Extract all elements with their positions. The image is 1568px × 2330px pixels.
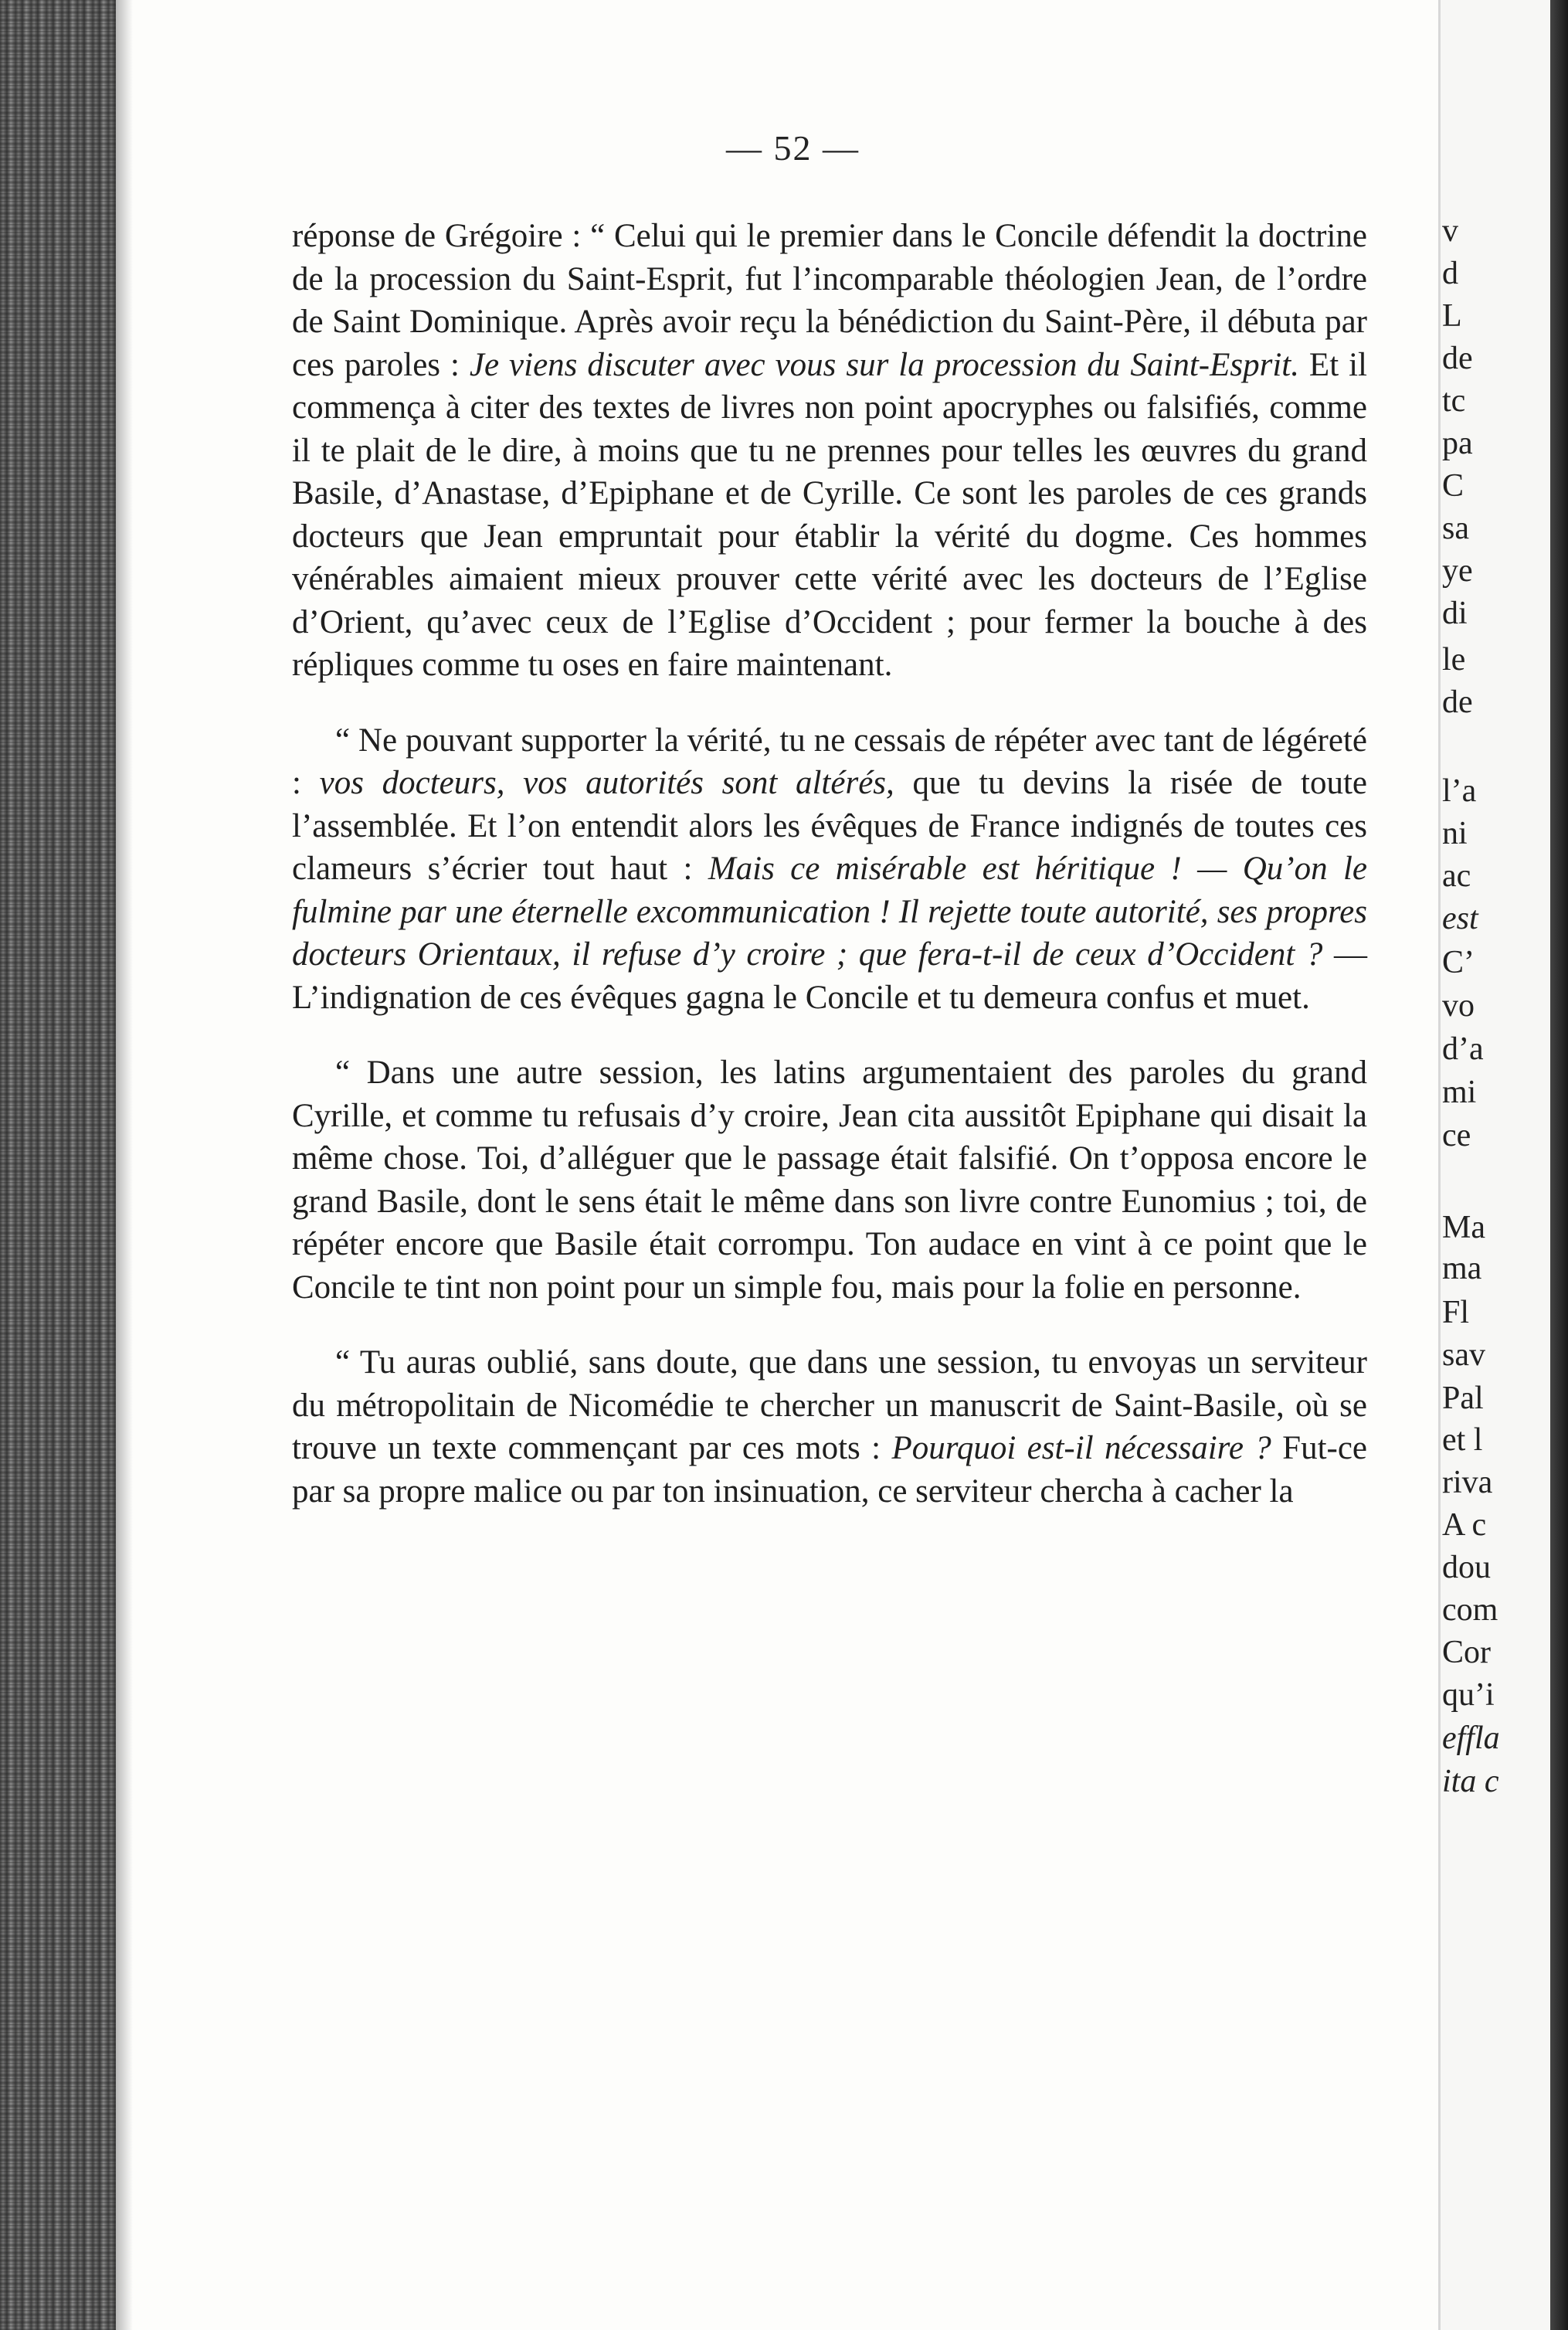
facing-page-fragment: vo bbox=[1442, 988, 1475, 1024]
facing-page-fragment: com bbox=[1442, 1592, 1498, 1628]
facing-page-fragment: l’a bbox=[1442, 773, 1477, 809]
facing-page-fragment: d’a bbox=[1442, 1031, 1484, 1067]
italic-quote: Je viens discuter avec vous sur la procession du Saint-Esprit. bbox=[469, 346, 1299, 383]
text-run: “ Tu auras oublié, sans doute, que dans une session, tu envoyas un serviteur du métropolitain de Nicomédie te chercher un manuscrit de Saint-Basile, où se trouve un texte commençant par ces mots : bbox=[292, 1344, 1367, 1466]
facing-page-fragment: riva bbox=[1442, 1465, 1493, 1500]
facing-page-fragment: C’ bbox=[1442, 945, 1475, 980]
facing-page-strip bbox=[1438, 0, 1568, 2330]
facing-page-fragment: C bbox=[1442, 468, 1464, 504]
facing-page-fragment: Cor bbox=[1442, 1635, 1491, 1670]
facing-page-fragment: mi bbox=[1442, 1075, 1477, 1110]
facing-page-fragment: effla bbox=[1442, 1720, 1500, 1756]
facing-page-fragment: dou bbox=[1442, 1550, 1491, 1585]
facing-page-fragment: de bbox=[1442, 341, 1473, 376]
text-run: “ Dans une autre session, les latins argumentaient des paroles du grand Cyrille, et comme tu refusais d’y croire, Jean cita aussitôt Epiphane qui disait la même chose. Toi, d’alléguer que le passage était falsifié. On t’opposa encore le grand Basile, dont le sens était le même dans son livre contre Eunomius ; toi, de répéter encore que Basile était corrompu. Ton audace en vint à ce point que le Concile te tint non point pour un simple fou, mais pour la folie en personne. bbox=[292, 1055, 1367, 1306]
paragraph bbox=[292, 1341, 1367, 1513]
facing-page-fragment: Pal bbox=[1442, 1381, 1484, 1416]
paragraph bbox=[292, 215, 1367, 687]
facing-page-fragment: ita c bbox=[1442, 1764, 1499, 1799]
facing-page-fragment: sa bbox=[1442, 511, 1469, 546]
italic-quote: Pourquoi est-il nécessaire ? bbox=[891, 1430, 1271, 1466]
text-run: Fut-ce par sa propre malice ou par ton insinuation, ce serviteur chercha à cacher la bbox=[292, 1430, 1368, 1510]
page-number: — 52 — bbox=[726, 128, 860, 168]
facing-page-fragment: de bbox=[1442, 684, 1473, 720]
text-run: réponse de Grégoire : “ Celui qui le premier dans le Concile défendit la doctrine de la procession du Saint-Esprit, fut l’incomparable théologien Jean, de l’ordre de Saint Dominique. Après avoir reçu la bénédiction du Saint-Père, il débuta par ces paroles : bbox=[292, 218, 1367, 383]
book-binding-edge bbox=[0, 0, 116, 2330]
paragraph bbox=[292, 719, 1367, 1020]
facing-page-fragment: ni bbox=[1442, 816, 1468, 851]
text-run: “ Ne pouvant supporter la vérité, tu ne cessais de répéter avec tant de légéreté : bbox=[292, 722, 1367, 801]
facing-page-fragment: Fl bbox=[1442, 1295, 1470, 1330]
italic-quote: vos docteurs, vos autorités sont altérés, bbox=[319, 765, 894, 801]
main-text-block bbox=[292, 215, 1367, 1545]
facing-page-fragment: ma bbox=[1442, 1251, 1482, 1286]
facing-page-fragment: pa bbox=[1442, 426, 1473, 461]
facing-page-fragment: A c bbox=[1442, 1507, 1487, 1543]
text-run: que tu devins la risée de toute l’assemblée. Et l’on entendit alors les évêques de France indignés de toutes ces clameurs s’écrier tout haut : bbox=[292, 765, 1367, 887]
facing-page-fragment: et l bbox=[1442, 1422, 1483, 1458]
facing-page-fragment: L bbox=[1442, 298, 1462, 334]
facing-page-fragment: le bbox=[1442, 642, 1466, 678]
binding-shadow bbox=[116, 0, 133, 2330]
facing-page-fragment: Ma bbox=[1442, 1210, 1485, 1245]
paragraph bbox=[292, 1051, 1367, 1309]
facing-page-edge bbox=[1550, 0, 1568, 2330]
facing-page-fragment: di bbox=[1442, 596, 1468, 631]
text-run: — L’indignation de ces évêques gagna le Concile et tu demeura confus et muet. bbox=[292, 936, 1368, 1016]
facing-page-fragment: ye bbox=[1442, 553, 1473, 589]
facing-page-fragment: ce bbox=[1442, 1118, 1471, 1153]
facing-page-fragment: ac bbox=[1442, 858, 1471, 894]
facing-page-fragment: sav bbox=[1442, 1337, 1485, 1373]
facing-page-fragment: qu’i bbox=[1442, 1677, 1495, 1713]
text-run: Et il commença à citer des textes de livres non point apocryphes ou falsifiés, comme il te plait de le dire, à moins que tu ne prennes pour telles les œuvres du grand Basile, d’Anastase, d’Epiphane et de Cyrille. Ce sont les paroles de ces grands docteurs que Jean empruntait pour établir la vérité du dogme. Ces hommes vénérables aimaient mieux prouver cette vérité avec les docteurs de l’Eglise d’Orient, qu’avec ceux de l’Eglise d’Occident ; pour fermer la bouche à des répliques comme tu oses en faire maintenant. bbox=[292, 346, 1368, 683]
facing-page-fragment: tc bbox=[1442, 383, 1466, 419]
facing-page-fragment: est bbox=[1442, 901, 1478, 936]
facing-page-fragment: v bbox=[1442, 213, 1458, 249]
italic-quote: Mais ce misérable est héritique ! — Qu’on le fulmine par une éternelle excommunication ! Il rejette toute autorité, ses propres docteurs Orientaux, il refuse d’y croire ; que fera-t-il de ceux d’Occident ? bbox=[292, 851, 1367, 973]
facing-page-fragment: d bbox=[1442, 256, 1458, 291]
